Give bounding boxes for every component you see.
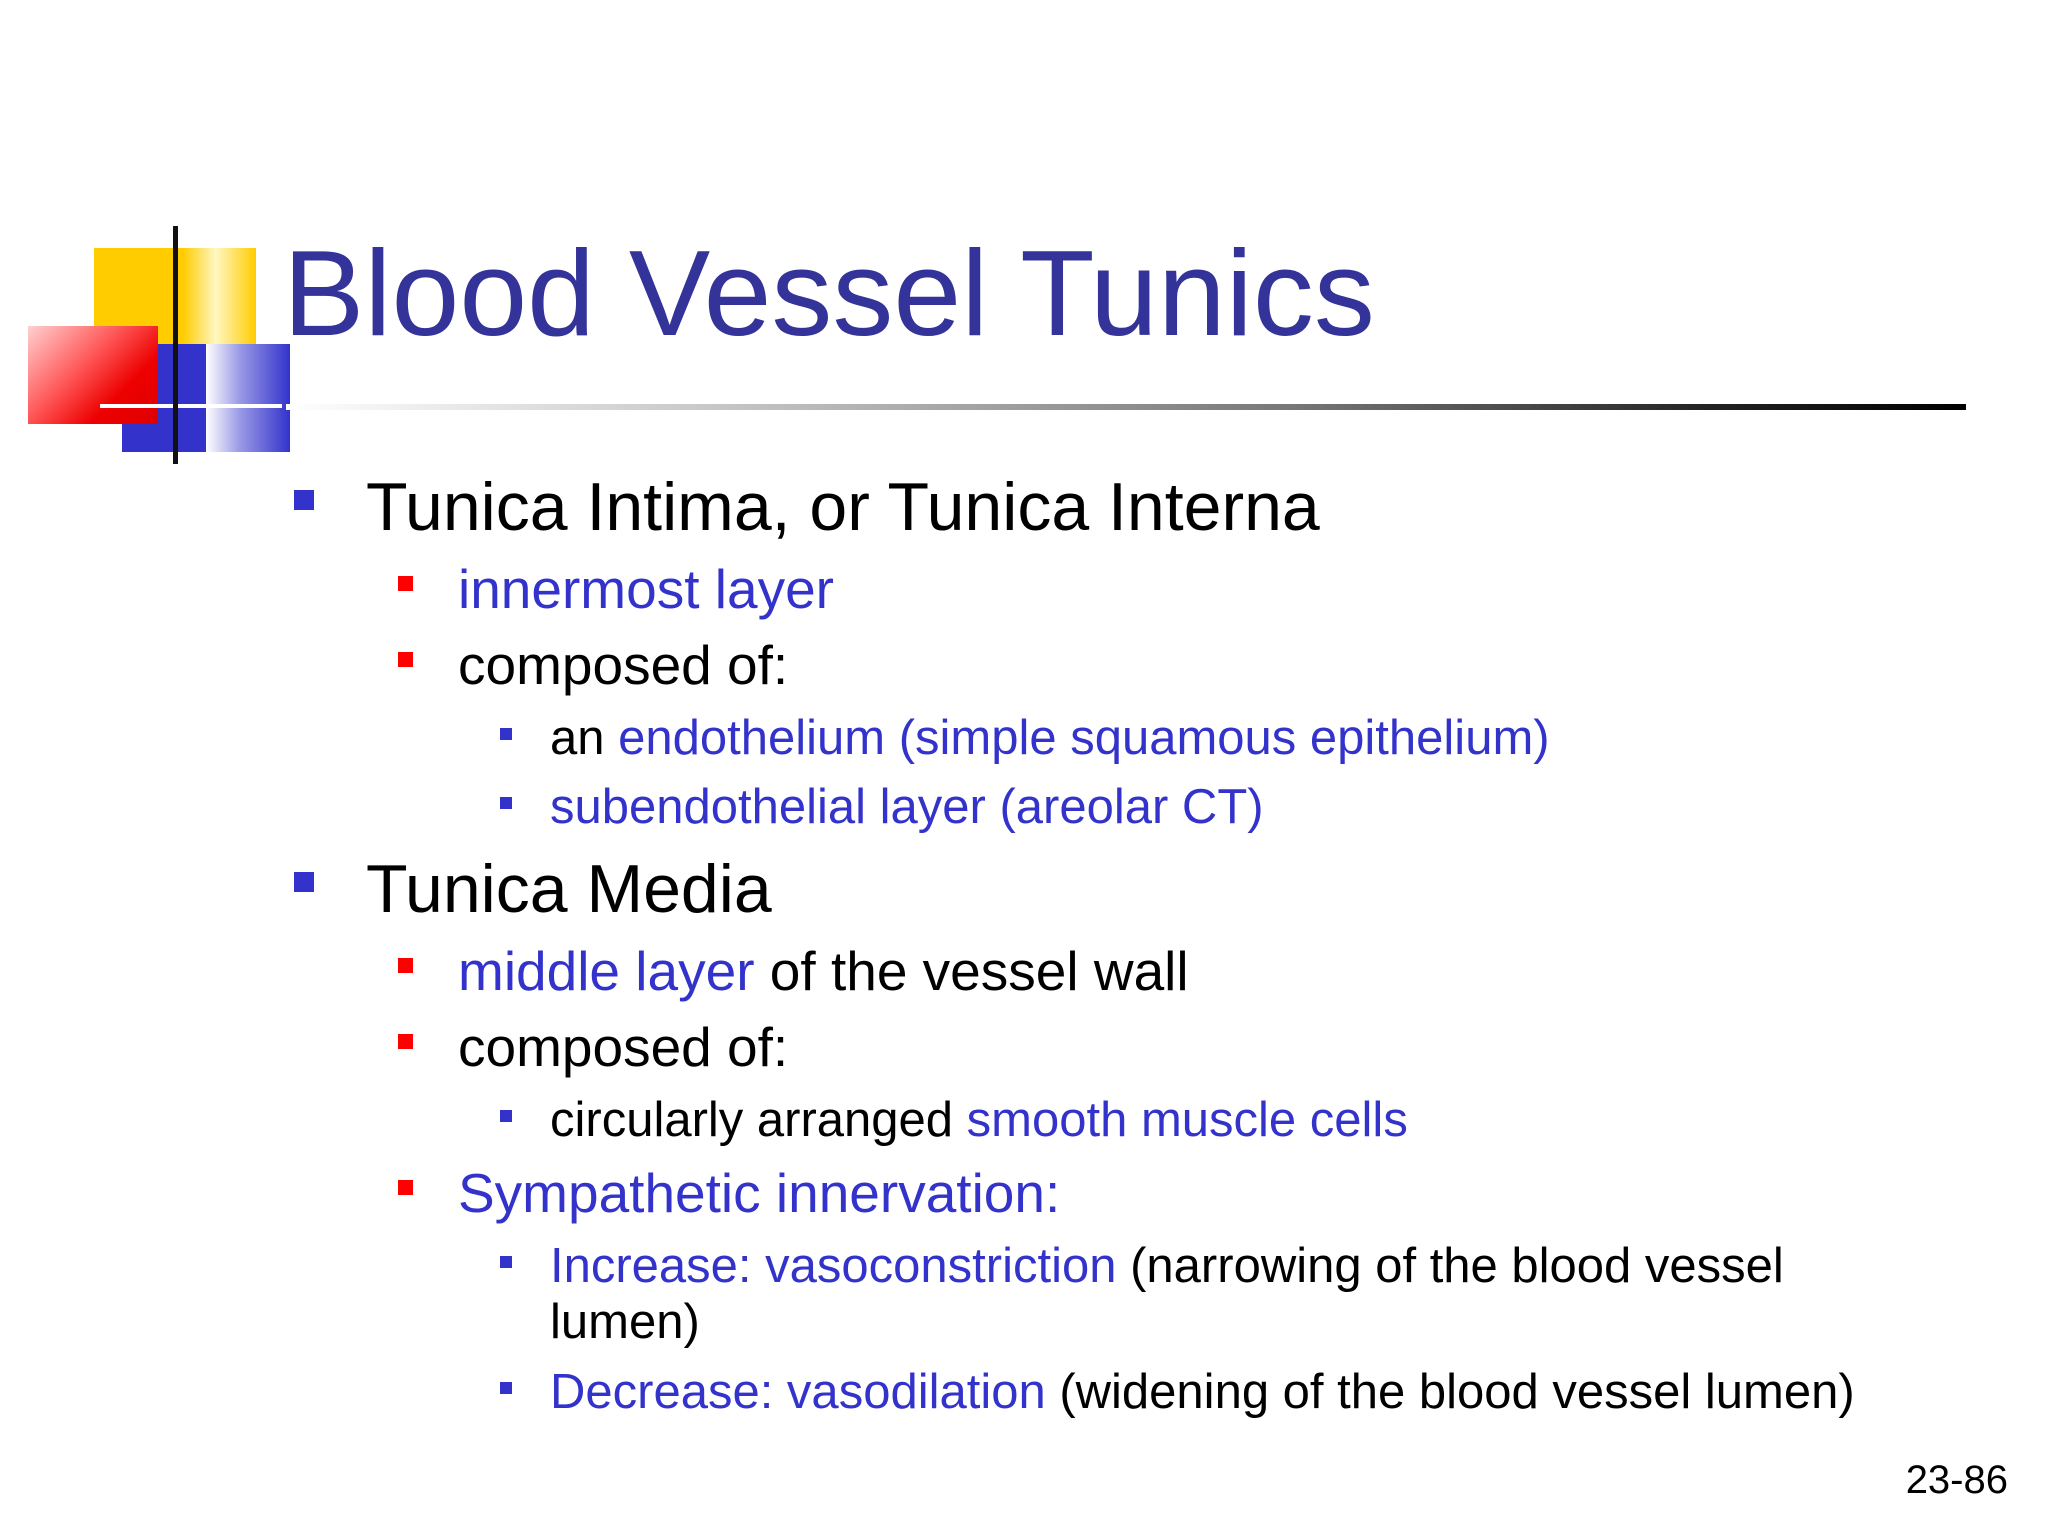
highlight-text: Decrease: vasodilation <box>550 1365 1046 1419</box>
bullet-level3-square <box>500 1110 512 1122</box>
slide-title: Blood Vessel Tunics <box>283 225 1375 361</box>
text-segment: an <box>550 711 619 765</box>
bullet-level1-square <box>294 490 314 510</box>
red-square-decoration <box>28 326 158 424</box>
page-number: 23-86 <box>1905 1458 2008 1502</box>
section-heading: Tunica Intima, or Tunica Interna <box>366 469 1320 545</box>
list-item <box>550 1238 1784 1294</box>
logo-vertical-line <box>173 226 178 464</box>
highlight-text: endothelium (simple squamous epithelium) <box>618 711 1550 765</box>
bullet-level2-square <box>398 958 413 973</box>
list-item <box>458 940 1189 1003</box>
list-item-continuation: lumen) <box>550 1295 700 1349</box>
list-item: Sympathetic innervation: <box>458 1162 1061 1224</box>
highlight-text: smooth muscle cells <box>966 1093 1408 1147</box>
bullet-level2-square <box>398 1180 413 1195</box>
bullet-level3-square <box>500 797 512 809</box>
bullet-level1-square <box>294 872 314 892</box>
section-heading: Tunica Media <box>366 851 772 927</box>
list-item <box>550 1364 1855 1420</box>
list-item: innermost layer <box>458 558 834 620</box>
bullet-level2-square <box>398 576 413 591</box>
blue-gradient-square-decoration <box>206 344 290 452</box>
bullet-level3-square <box>500 1256 512 1268</box>
title-underline <box>286 404 1966 410</box>
bullet-level3-square <box>500 728 512 740</box>
text-segment: circularly arranged <box>550 1093 967 1147</box>
bullet-level3-square <box>500 1382 512 1394</box>
text-segment: (narrowing of the blood vessel <box>1116 1239 1784 1293</box>
list-item <box>550 1092 1408 1148</box>
list-item: composed of: <box>458 1016 789 1078</box>
list-item: composed of: <box>458 634 789 696</box>
bullet-level2-square <box>398 1034 413 1049</box>
bullet-level2-square <box>398 652 413 667</box>
text-segment: of the vessel wall <box>754 940 1189 1002</box>
highlight-text: middle layer <box>458 940 755 1002</box>
list-item: subendothelial layer (areolar CT) <box>550 780 1264 834</box>
text-segment: (widening of the blood vessel lumen) <box>1045 1365 1855 1419</box>
highlight-text: Increase: vasoconstriction <box>550 1239 1117 1293</box>
list-item <box>550 710 1550 766</box>
logo-white-line <box>100 404 282 408</box>
